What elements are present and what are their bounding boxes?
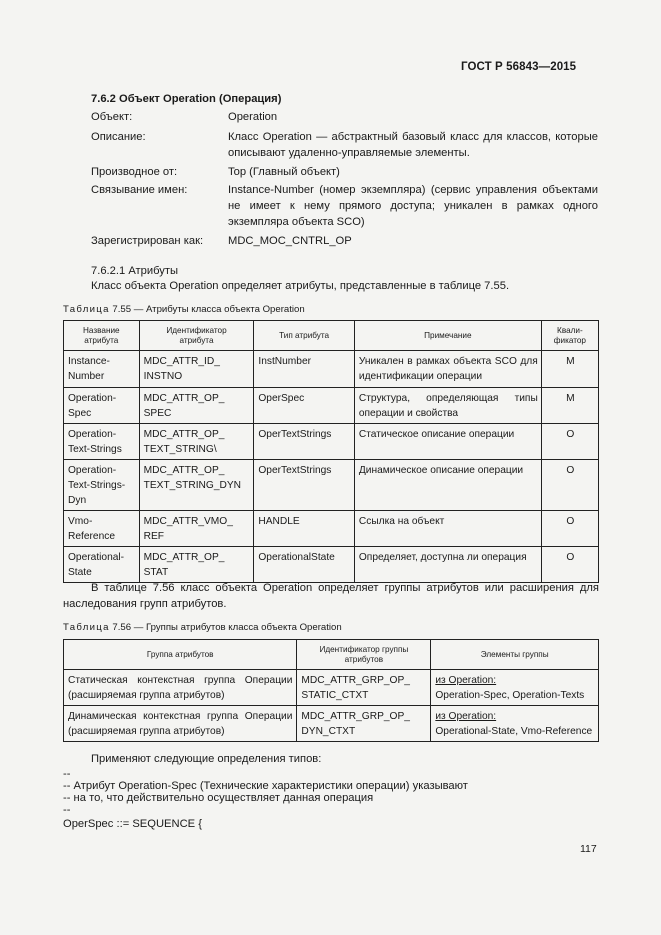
cell-attr-name: Operational-State [64,547,140,583]
cell-group-elements [431,670,599,706]
prop-label-object: Объект: [91,111,133,123]
prop-value-derived: Top (Главный объект) [228,166,340,178]
cell-group-id: MDC_ATTR_GRP_OP_ DYN_CTXT [297,706,431,742]
cell-attr-qualifier: O [541,460,598,511]
cell-attr-note: Динамическое описание операции [354,460,541,511]
cell-attr-id: MDC_ATTR_OP_ TEXT_STRING_DYN [139,460,254,511]
standard-number: ГОСТ Р 56843—2015 [461,61,577,73]
group-elements-text: Operation-Spec, Operation-Texts [435,690,585,701]
table2-caption [63,622,342,633]
section-heading: 7.6.2 Объект Operation (Операция) [91,93,282,105]
col-header-note: Примечание [354,321,541,351]
prop-value-name-binding: Instance-Number (номер экземпляра) (сервис управления объектами не имеет к нему прямого доступа; уникален в рамках одного экземпляра объекта SCO) [228,184,598,228]
cell-group-elements [431,706,599,742]
table-row [64,424,599,460]
table-row [64,351,599,388]
cell-attr-qualifier: M [541,351,598,388]
table-row [64,460,599,511]
cell-attr-name: Operation-Text-Strings-Dyn [64,460,140,511]
cell-attr-qualifier: O [541,424,598,460]
table1-caption-prefix: Таблица [63,304,110,315]
cell-attr-note: Ссылка на объект [354,511,541,547]
definition-line: -- [63,768,71,780]
cell-group-id: MDC_ATTR_GRP_OP_ STATIC_CTXT [297,670,431,706]
cell-attr-type: HANDLE [254,511,355,547]
group-source-link: из Operation: [435,711,497,722]
definition-line: OperSpec ::= SEQUENCE { [63,818,202,830]
col-header-name: Название атрибута [64,321,140,351]
definition-line: -- [63,804,71,816]
cell-attr-type: OperTextStrings [254,424,355,460]
col-header-type: Тип атрибута [254,321,355,351]
table2-caption-text: 7.56 — Группы атрибутов класса объекта Operation [112,622,342,633]
groups-paragraph: В таблице 7.56 класс объекта Operation определяет группы атрибутов или расширения для наследования групп атрибутов. [63,582,599,610]
group-elements-text: Operational-State, Vmo-Reference [435,726,593,737]
cell-attr-note: Уникален в рамках объекта SCO для идентификации операции [354,351,541,388]
cell-attr-id: MDC_ATTR_ID_ INSTNO [139,351,254,388]
col-header-group: Группа атрибутов [64,640,297,670]
cell-attr-type: OperationalState [254,547,355,583]
prop-value-description: Класс Operation — абстрактный базовый класс для классов, которые описывают удаленно-управляемые элементы. [228,131,598,159]
subsection-heading: 7.6.2.1 Атрибуты [91,265,179,277]
cell-attr-qualifier: M [541,388,598,424]
table-row [64,511,599,547]
table-row [64,706,599,742]
cell-group-name: Динамическая контекстная группа Операции (расширяемая группа атрибутов) [64,706,297,742]
prop-label-description: Описание: [91,131,146,143]
col-header-id: Идентификатор атрибута [139,321,254,351]
col-header-qualifier: Квали-фикатор [541,321,598,351]
cell-attr-id: MDC_ATTR_VMO_ REF [139,511,254,547]
cell-attr-name: Vmo-Reference [64,511,140,547]
cell-attr-name: Operation-Spec [64,388,140,424]
prop-label-name-binding: Связывание имен: [91,184,188,196]
cell-attr-name: Operation-Text-Strings [64,424,140,460]
table1-caption [63,304,305,315]
table2-caption-prefix: Таблица [63,622,110,633]
col-header-group-id: Идентификатор группы атрибутов [297,640,431,670]
cell-group-name: Статическая контекстная группа Операции (расширяемая группа атрибутов) [64,670,297,706]
cell-attr-qualifier: O [541,547,598,583]
group-source-link: из Operation: [435,675,497,686]
prop-label-derived: Производное от: [91,166,178,178]
table-row [64,670,599,706]
cell-attr-type: OperSpec [254,388,355,424]
cell-attr-id: MDC_ATTR_OP_ SPEC [139,388,254,424]
table1-caption-text: 7.55 — Атрибуты класса объекта Operation [112,304,305,315]
groups-table [63,639,599,742]
cell-attr-type: OperTextStrings [254,460,355,511]
table-row [64,388,599,424]
page-number: 117 [580,843,597,855]
cell-attr-type: InstNumber [254,351,355,388]
definition-line: -- Атрибут Operation-Spec (Технические характеристики операции) указывают [63,780,468,792]
cell-attr-name: Instance-Number [64,351,140,388]
attributes-intro: Класс объекта Operation определяет атрибуты, представленные в таблице 7.55. [91,280,510,292]
cell-attr-id: MDC_ATTR_OP_ STAT [139,547,254,583]
cell-attr-qualifier: O [541,511,598,547]
prop-label-registered: Зарегистрирован как: [91,235,204,247]
table-header-row [64,640,599,670]
cell-attr-note: Статическое описание операции [354,424,541,460]
cell-attr-id: MDC_ATTR_OP_ TEXT_STRING\ [139,424,254,460]
definition-line: -- на то, что действительно осуществляет данная операция [63,792,374,804]
prop-value-object: Operation [228,111,278,123]
prop-value-registered: MDC_MOC_CNTRL_OP [228,235,352,247]
table-header-row [64,321,599,351]
cell-attr-note: Структура, определяющая типы операции и свойства [354,388,541,424]
definitions-intro: Применяют следующие определения типов: [91,753,322,765]
cell-attr-note: Определяет, доступна ли операция [354,547,541,583]
col-header-group-elements: Элементы группы [431,640,599,670]
attributes-table [63,320,599,583]
table-row [64,547,599,583]
